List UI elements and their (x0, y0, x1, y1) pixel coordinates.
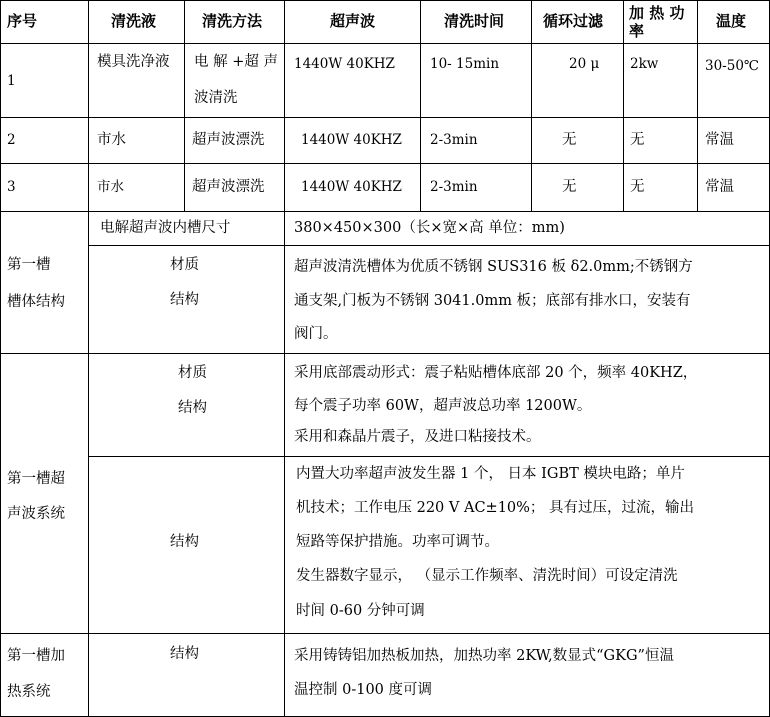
header-filter: 循环过滤 (543, 12, 604, 30)
row2-ultrasonic: 1440W 40KHZ (301, 132, 402, 148)
rule (0, 0, 1, 717)
vibrator-line3: 采用和森晶片震子，及进口粘接技术。 (294, 429, 541, 445)
header-heat-power-line1: 加 热 功 (629, 4, 685, 22)
rule (0, 43, 770, 44)
generator-line3: 短路等保护措施。功率可调节。 (296, 534, 499, 550)
header-method: 清洗方法 (202, 12, 263, 30)
ultrasonic-section-title-line1: 第一槽超 (7, 471, 65, 487)
ultrasonic-structure-label: 结构 (178, 400, 207, 416)
rule (0, 0, 770, 1)
rule (0, 211, 770, 212)
row2-liquid: 市水 (97, 132, 126, 148)
row1-method-line2: 波清洗 (194, 90, 238, 106)
header-time: 清洗时间 (444, 12, 505, 30)
tank-size-value: 380×450×300（长×宽×高 单位：mm) (294, 220, 565, 236)
header-ultrasonic: 超声波 (330, 12, 376, 30)
row3-time: 2-3min (430, 179, 478, 195)
heating-line2: 温控制 0-100 度可调 (294, 682, 433, 698)
generator-line2: 机技术；工作电压 220 V AC±10%； 具有过压，过流，输出 (296, 500, 695, 516)
rule (284, 0, 285, 717)
row2-heat: 无 (630, 132, 645, 148)
rule (0, 163, 770, 164)
rule (88, 456, 770, 457)
row3-heat: 无 (630, 179, 645, 195)
rule (0, 353, 770, 354)
tank-material-line1: 超声波清洗槽体为优质不锈钢 SUS316 板 δ2.0mm;不锈钢方 (294, 259, 693, 275)
header-seq: 序号 (7, 12, 38, 30)
generator-line1: 内置大功率超声波发生器 1 个， 日本 IGBT 模块电路；单片 (296, 466, 685, 482)
generator-line4: 发生器数字显示， （显示工作频率、清洗时间）可设定清洗 (296, 568, 678, 584)
tank-material-label: 材质 (170, 257, 199, 273)
tank-material-line3: 阀门。 (294, 326, 338, 342)
vibrator-line1: 采用底部震动形式：震子粘贴槽体底部 20 个，频率 40KHZ， (294, 365, 698, 381)
row1-heat: 2kw (630, 56, 659, 72)
rule (184, 0, 185, 211)
row1-time: 10- 15min (430, 56, 500, 72)
ultrasonic-material-label: 材质 (178, 365, 207, 381)
row2-temp: 常温 (705, 132, 734, 148)
rule (88, 0, 89, 717)
rule (531, 0, 532, 211)
heating-section-title-line2: 热系统 (7, 684, 51, 700)
row3-seq: 3 (7, 179, 16, 195)
row1-liquid: 模具洗净液 (97, 54, 170, 70)
tank-material-line2: 通支架,门板为不锈钢 3041.0mm 板；底部有排水口，安装有 (294, 293, 691, 309)
rule (0, 117, 770, 118)
row3-liquid: 市水 (97, 179, 124, 195)
rule (697, 0, 698, 211)
header-temperature: 温度 (716, 12, 747, 30)
row1-method-line1: 电 解 +超 声 (194, 54, 278, 70)
header-liquid: 清洗液 (111, 12, 157, 30)
vibrator-line2: 每个震子功率 60W，超声波总功率 1200W。 (294, 398, 592, 414)
heating-structure-label: 结构 (170, 646, 199, 662)
row1-temp: 30-50℃ (705, 58, 760, 74)
heating-line1: 采用铸铸铝加热板加热，加热功率 2KW,数显式“GKG”恒温 (294, 648, 674, 664)
rule (623, 0, 624, 211)
rule (420, 0, 421, 211)
row2-method: 超声波漂洗 (192, 132, 265, 148)
row3-ultrasonic: 1440W 40KHZ (301, 179, 402, 195)
row3-method: 超声波漂洗 (192, 179, 265, 195)
row2-seq: 2 (7, 132, 16, 148)
tank-section-title-line1: 第一槽 (7, 257, 51, 273)
ultrasonic-section-title-line2: 声波系统 (7, 506, 65, 522)
row1-ultrasonic: 1440W 40KHZ (294, 56, 395, 72)
tank-structure-label: 结构 (170, 292, 199, 308)
rule (0, 633, 770, 634)
row1-filter: 20 μ (569, 56, 600, 72)
row3-temp: 常温 (705, 179, 734, 195)
generator-line5: 时间 0-60 分钟可调 (296, 603, 425, 619)
header-heat-power-line2: 率 (629, 22, 645, 40)
row1-seq: 1 (7, 73, 16, 89)
rule (88, 245, 770, 246)
generator-structure-label: 结构 (170, 534, 199, 550)
row3-filter: 无 (562, 179, 577, 195)
tank-section-title-line2: 槽体结构 (7, 294, 65, 310)
tank-size-label: 电解超声波内槽尺寸 (100, 220, 231, 236)
heating-section-title-line1: 第一槽加 (7, 648, 65, 664)
row2-filter: 无 (562, 132, 577, 148)
row2-time: 2-3min (430, 132, 478, 148)
